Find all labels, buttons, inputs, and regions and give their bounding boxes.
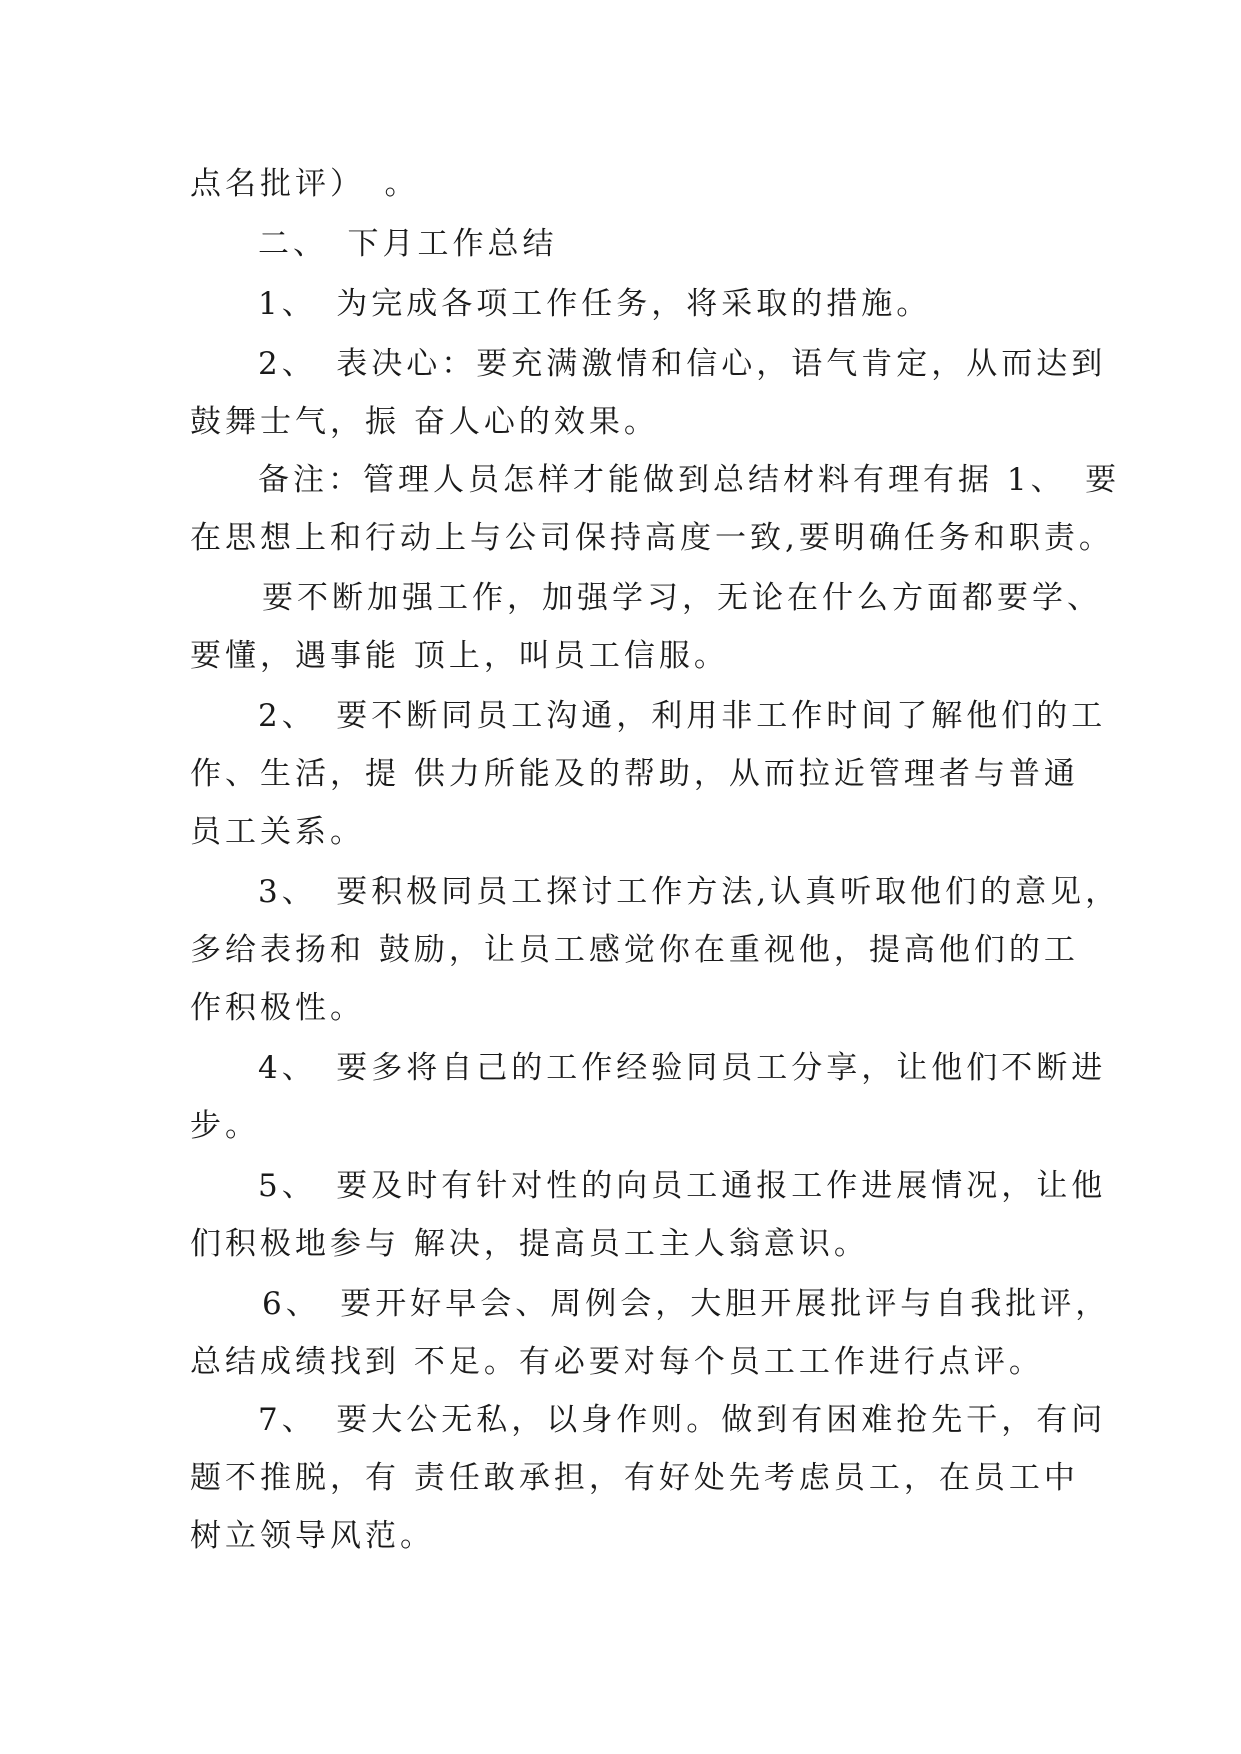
text-line-23: 题不推脱，有 责任敢承担，有好处先考虑员工，在员工中	[190, 1460, 1079, 1496]
text-line-18: 5、 要及时有针对性的向员工通报工作进展情况，让他	[258, 1168, 1107, 1204]
text-line-15: 作积极性。	[190, 990, 365, 1026]
text-line-5: 鼓舞士气，振 奋人心的效果。	[190, 404, 659, 440]
text-line-21: 总结成绩找到 不足。有必要对每个员工工作进行点评。	[190, 1344, 1044, 1380]
text-line-17: 步。	[190, 1108, 260, 1144]
text-line-4: 2、 表决心：要充满激情和信心，语气肯定，从而达到	[258, 346, 1107, 382]
text-line-19: 们积极地参与 解决，提高员工主人翁意识。	[190, 1226, 869, 1262]
text-line-9: 要懂，遇事能 顶上，叫员工信服。	[190, 638, 729, 674]
text-line-7: 在思想上和行动上与公司保持高度一致,要明确任务和职责。	[190, 520, 1114, 556]
text-line-22: 7、 要大公无私，以身作则。做到有困难抢先干，有问	[258, 1402, 1107, 1438]
text-line-10: 2、 要不断同员工沟通，利用非工作时间了解他们的工	[258, 698, 1107, 734]
text-line-16: 4、 要多将自己的工作经验同员工分享，让他们不断进	[258, 1050, 1107, 1086]
text-line-8: 要不断加强工作，加强学习，无论在什么方面都要学、	[262, 580, 1102, 616]
text-line-14: 多给表扬和 鼓励，让员工感觉你在重视他，提高他们的工	[190, 932, 1079, 968]
text-line-12: 员工关系。	[190, 814, 365, 850]
text-line-1: 点名批评） 。	[190, 166, 420, 202]
remark-heading: 备注：管理人员怎样才能做到总结材料有理有据 1、 要	[258, 462, 1121, 498]
text-line-20: 6、 要开好早会、周例会，大胆开展批评与自我批评，	[262, 1286, 1111, 1322]
text-line-11: 作、生活，提 供力所能及的帮助，从而拉近管理者与普通	[190, 756, 1079, 792]
text-line-3: 1、 为完成各项工作任务，将采取的措施。	[258, 286, 932, 322]
text-line-24: 树立领导风范。	[190, 1518, 435, 1554]
section-heading-next-month: 二、 下月工作总结	[258, 226, 558, 262]
text-line-13: 3、 要积极同员工探讨工作方法,认真听取他们的意见，	[258, 874, 1121, 910]
